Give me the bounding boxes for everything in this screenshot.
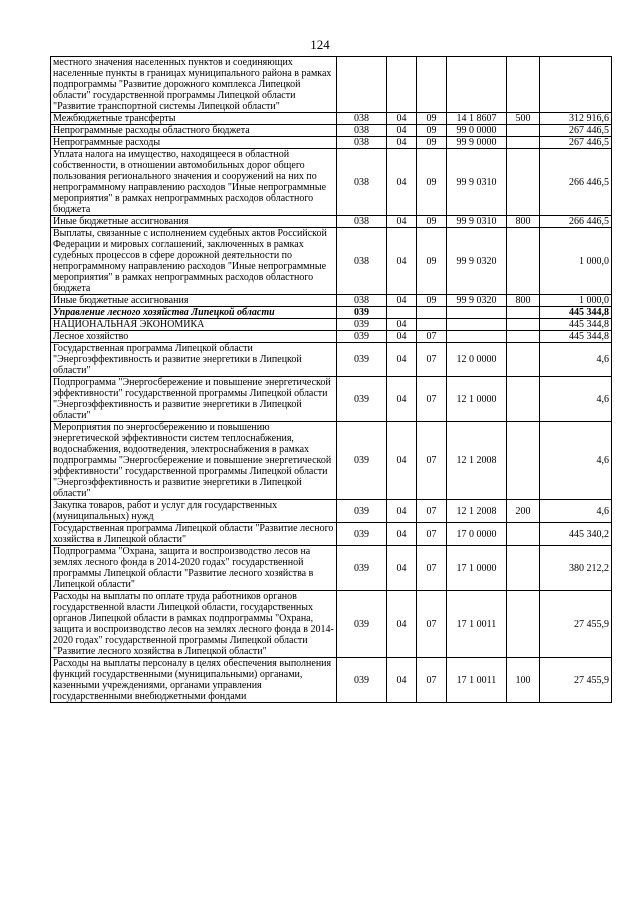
row-section-code: 04 [387, 149, 417, 216]
row-ved-code: 039 [337, 546, 387, 591]
table-row [51, 137, 612, 149]
row-section-code: 04 [387, 137, 417, 149]
row-target-article: 17 1 0011 [447, 591, 507, 658]
row-ved-code: 038 [337, 295, 387, 307]
table-row [51, 331, 612, 343]
row-section-code [387, 57, 417, 113]
row-amount: 4,6 [540, 422, 612, 500]
row-amount: 27 455,9 [540, 591, 612, 658]
row-section-code: 04 [387, 113, 417, 125]
row-section-code: 04 [387, 591, 417, 658]
row-expense-type [507, 523, 540, 546]
row-expense-type [507, 57, 540, 113]
row-name: Расходы на выплаты по оплате труда работников органов государственной власти Липецкой области, государственных органов Липецкой области в рамках подпрограммы "Охрана, защита и воспроизводство лесов на землях лесного фонда в 2014-2020 годах" государственной программы Липецкой области "Развитие лесного хозяйства в Липецкой области" [51, 591, 337, 658]
row-name: Управление лесного хозяйства Липецкой области [51, 307, 337, 319]
row-subsection-code: 09 [417, 295, 447, 307]
row-subsection-code: 09 [417, 228, 447, 295]
row-target-article: 14 1 8607 [447, 113, 507, 125]
row-expense-type [507, 319, 540, 331]
table-row [51, 546, 612, 591]
row-ved-code: 039 [337, 343, 387, 377]
row-amount: 4,6 [540, 343, 612, 377]
row-expense-type [507, 137, 540, 149]
row-target-article [447, 319, 507, 331]
row-expense-type [507, 546, 540, 591]
row-amount: 4,6 [540, 500, 612, 523]
row-name: Непрограммные расходы [51, 137, 337, 149]
row-target-article: 99 0 0000 [447, 125, 507, 137]
row-expense-type [507, 228, 540, 295]
row-ved-code: 039 [337, 500, 387, 523]
row-subsection-code: 09 [417, 113, 447, 125]
row-name: Государственная программа Липецкой области "Развитие лесного хозяйства в Липецкой области" [51, 523, 337, 546]
row-amount: 266 446,5 [540, 216, 612, 228]
row-expense-type [507, 125, 540, 137]
row-expense-type [507, 149, 540, 216]
table-body [51, 57, 612, 703]
row-subsection-code: 07 [417, 377, 447, 422]
row-ved-code: 039 [337, 422, 387, 500]
row-amount: 267 446,5 [540, 137, 612, 149]
row-ved-code: 039 [337, 658, 387, 703]
row-amount: 312 916,6 [540, 113, 612, 125]
row-name: Мероприятия по энергосбережению и повышению энергетической эффективности систем теплоснабжения, водоснабжения, водоотведения, электроснабжения в рамках подпрограммы "Энергосбережение и повышение энергетической эффективности" государственной программы Липецкой области "Энергоэффективность и развитие энергетики в Липецкой области" [51, 422, 337, 500]
row-expense-type: 800 [507, 295, 540, 307]
row-subsection-code: 09 [417, 149, 447, 216]
row-ved-code: 038 [337, 137, 387, 149]
table-row [51, 658, 612, 703]
row-name: Закупка товаров, работ и услуг для государственных (муниципальных) нужд [51, 500, 337, 523]
row-name: Непрограммные расходы областного бюджета [51, 125, 337, 137]
row-section-code: 04 [387, 523, 417, 546]
row-ved-code: 039 [337, 307, 387, 319]
row-name: Иные бюджетные ассигнования [51, 216, 337, 228]
table-row [51, 422, 612, 500]
row-ved-code: 039 [337, 377, 387, 422]
budget-table [50, 56, 612, 703]
table-row [51, 523, 612, 546]
row-target-article: 17 1 0000 [447, 546, 507, 591]
row-name: Уплата налога на имущество, находящееся в областной собственности, в отношении автомобильных дорог общего пользования регионального значения и сооружений на них по непрограммному направлению расходов "Иные непрограммные мероприятия" в рамках непрограммных расходов областного бюджета [51, 149, 337, 216]
table-row [51, 295, 612, 307]
row-name: Лесное хозяйство [51, 331, 337, 343]
row-name: Иные бюджетные ассигнования [51, 295, 337, 307]
table-row [51, 377, 612, 422]
row-target-article [447, 57, 507, 113]
table-row [51, 125, 612, 137]
row-subsection-code [417, 307, 447, 319]
row-expense-type [507, 422, 540, 500]
row-subsection-code: 07 [417, 422, 447, 500]
row-amount: 4,6 [540, 377, 612, 422]
row-ved-code: 039 [337, 319, 387, 331]
row-ved-code: 038 [337, 113, 387, 125]
row-amount: 445 340,2 [540, 523, 612, 546]
row-target-article: 17 0 0000 [447, 523, 507, 546]
row-amount: 1 000,0 [540, 295, 612, 307]
row-section-code: 04 [387, 500, 417, 523]
table-row [51, 149, 612, 216]
table-row [51, 307, 612, 319]
row-section-code [387, 307, 417, 319]
row-ved-code: 038 [337, 228, 387, 295]
row-target-article: 12 1 0000 [447, 377, 507, 422]
row-target-article: 99 9 0310 [447, 216, 507, 228]
row-expense-type [507, 343, 540, 377]
table-row [51, 591, 612, 658]
row-name: Межбюджетные трансферты [51, 113, 337, 125]
row-ved-code: 039 [337, 331, 387, 343]
row-subsection-code: 07 [417, 523, 447, 546]
row-ved-code [337, 57, 387, 113]
row-ved-code: 039 [337, 523, 387, 546]
row-section-code: 04 [387, 331, 417, 343]
row-target-article: 17 1 0011 [447, 658, 507, 703]
table-row [51, 500, 612, 523]
row-amount: 267 446,5 [540, 125, 612, 137]
row-subsection-code: 09 [417, 137, 447, 149]
row-target-article [447, 307, 507, 319]
row-name: НАЦИОНАЛЬНАЯ ЭКОНОМИКА [51, 319, 337, 331]
table-row [51, 216, 612, 228]
row-amount: 445 344,8 [540, 319, 612, 331]
row-section-code: 04 [387, 319, 417, 331]
table-row [51, 228, 612, 295]
row-section-code: 04 [387, 546, 417, 591]
row-amount: 380 212,2 [540, 546, 612, 591]
row-section-code: 04 [387, 295, 417, 307]
row-target-article: 99 9 0310 [447, 149, 507, 216]
row-amount [540, 57, 612, 113]
row-subsection-code: 07 [417, 331, 447, 343]
row-target-article: 99 9 0320 [447, 228, 507, 295]
row-subsection-code: 07 [417, 591, 447, 658]
table-row [51, 343, 612, 377]
row-subsection-code [417, 57, 447, 113]
row-target-article: 12 1 2008 [447, 422, 507, 500]
row-expense-type [507, 377, 540, 422]
row-name: местного значения населенных пунктов и соединяющих населенные пункты в границах муниципального района в рамках подпрограммы "Развитие дорожного комплекса Липецкой области" государственной программы Липецкой области "Развитие транспортной системы Липецкой области" [51, 57, 337, 113]
row-amount: 1 000,0 [540, 228, 612, 295]
row-expense-type: 100 [507, 658, 540, 703]
row-expense-type [507, 331, 540, 343]
row-ved-code: 039 [337, 591, 387, 658]
row-amount: 445 344,8 [540, 307, 612, 319]
row-name: Подпрограмма "Охрана, защита и воспроизводство лесов на землях лесного фонда в 2014-2020 годах" государственной программы Липецкой области "Развитие лесного хозяйства в Липецкой области" [51, 546, 337, 591]
row-target-article: 99 9 0320 [447, 295, 507, 307]
row-ved-code: 038 [337, 149, 387, 216]
row-name: Подпрограмма "Энергосбережение и повышение энергетической эффективности" государственной программы Липецкой области "Энергоэффективность и развитие энергетики в Липецкой области" [51, 377, 337, 422]
row-amount: 445 344,8 [540, 331, 612, 343]
row-subsection-code [417, 319, 447, 331]
row-expense-type [507, 307, 540, 319]
row-expense-type: 800 [507, 216, 540, 228]
row-target-article: 12 1 2008 [447, 500, 507, 523]
row-section-code: 04 [387, 125, 417, 137]
row-section-code: 04 [387, 216, 417, 228]
row-name: Расходы на выплаты персоналу в целях обеспечения выполнения функций государственными (муниципальными) органами, казенными учреждениями, органами управления государственными внебюджетными фондами [51, 658, 337, 703]
row-subsection-code: 07 [417, 546, 447, 591]
row-subsection-code: 09 [417, 216, 447, 228]
row-ved-code: 038 [337, 216, 387, 228]
row-expense-type [507, 591, 540, 658]
row-section-code: 04 [387, 658, 417, 703]
row-name: Выплаты, связанные с исполнением судебных актов Российской Федерации и мировых соглашений, заключенных в рамках судебных процессов в сфере дорожной деятельности по непрограммному направлению расходов "Иные непрограммные мероприятия" в рамках непрограммных расходов областного бюджета [51, 228, 337, 295]
row-section-code: 04 [387, 377, 417, 422]
row-target-article: 99 9 0000 [447, 137, 507, 149]
row-ved-code: 038 [337, 125, 387, 137]
row-section-code: 04 [387, 422, 417, 500]
row-target-article: 12 0 0000 [447, 343, 507, 377]
row-section-code: 04 [387, 228, 417, 295]
row-subsection-code: 07 [417, 658, 447, 703]
row-subsection-code: 09 [417, 125, 447, 137]
row-subsection-code: 07 [417, 343, 447, 377]
row-subsection-code: 07 [417, 500, 447, 523]
page-number: 124 [310, 37, 330, 52]
row-section-code: 04 [387, 343, 417, 377]
table-row [51, 319, 612, 331]
row-expense-type: 500 [507, 113, 540, 125]
table-row [51, 113, 612, 125]
row-amount: 266 446,5 [540, 149, 612, 216]
row-name: Государственная программа Липецкой области "Энергоэффективность и развитие энергетики в Липецкой области" [51, 343, 337, 377]
row-amount: 27 455,9 [540, 658, 612, 703]
row-target-article [447, 331, 507, 343]
row-expense-type: 200 [507, 500, 540, 523]
table-row [51, 57, 612, 113]
